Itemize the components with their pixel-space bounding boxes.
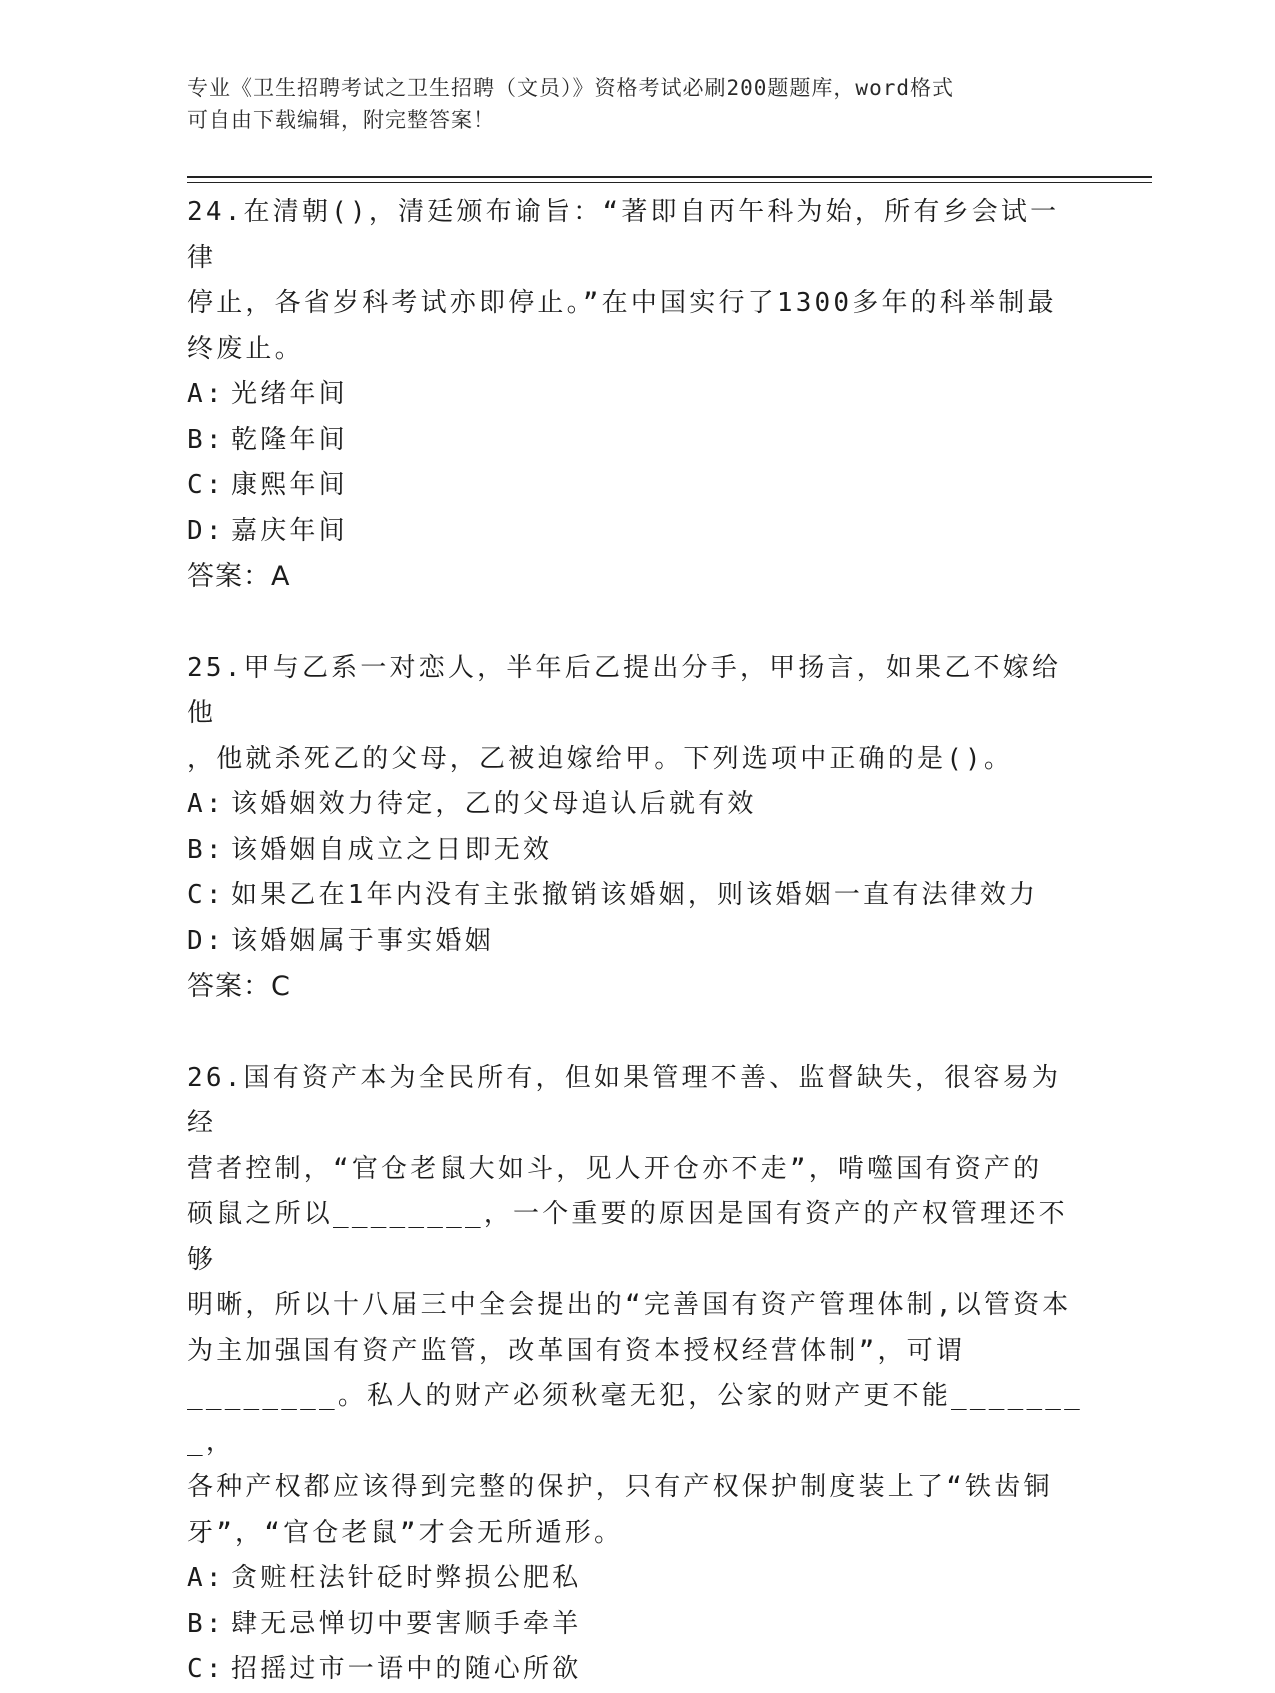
option-text: 贪赃枉法针砭时弊损公肥私 — [231, 1563, 582, 1593]
question-stem-line: 营者控制，“官仓老鼠大如斗，见人开仓亦不走”，啃噬国有资产的 — [187, 1153, 1043, 1184]
answer-option — [187, 828, 1087, 874]
option-text: 该婚姻自成立之日即无效 — [231, 834, 553, 865]
option-key: B: — [187, 1608, 225, 1639]
answer-option — [187, 372, 1087, 418]
question-stem-line: 停止，各省岁科考试亦即停止。”在中国实行了1300多年的科举制最 — [187, 288, 1057, 318]
option-text: 该婚姻效力待定，乙的父母追认后就有效 — [231, 789, 757, 819]
answer-option — [187, 873, 1087, 919]
option-text: 肆无忌惮切中要害顺手牵羊 — [231, 1608, 582, 1639]
answer-option — [187, 1602, 1087, 1648]
question-stem-line: ，他就杀死乙的父母，乙被迫嫁给甲。下列选项中正确的是()。 — [187, 743, 1014, 774]
option-key: A: — [187, 1563, 225, 1593]
option-text: 招摇过市一语中的随心所欲 — [231, 1654, 582, 1684]
answer-option — [187, 919, 1087, 965]
header-line: 专业《卫生招聘考试之卫生招聘（文员）》资格考试必刷200题题库，word格式 — [187, 76, 954, 100]
answer-option — [187, 1647, 1087, 1693]
option-key: C: — [187, 1654, 225, 1684]
question-list — [187, 190, 1087, 1693]
option-key: C: — [187, 880, 225, 910]
header-line: 可自由下载编辑，附完整答案！ — [187, 108, 495, 132]
option-text: 如果乙在1年内没有主张撤销该婚姻，则该婚姻一直有法律效力 — [231, 880, 1039, 910]
option-text: 嘉庆年间 — [231, 515, 348, 546]
answer-option — [187, 418, 1087, 464]
answer-option — [187, 509, 1087, 555]
option-text: 康熙年间 — [231, 470, 348, 500]
option-key: B: — [187, 834, 225, 865]
header-divider — [187, 182, 1152, 183]
question-stem-line: 终废止。 — [187, 333, 304, 364]
question-item — [187, 646, 1087, 1010]
question-stem-line: 明晰，所以十八届三中全会提出的“完善国有资产管理体制,以管资本 — [187, 1290, 1072, 1320]
question-stem-line: 牙”，“官仓老鼠”才会无所遁形。 — [187, 1517, 624, 1548]
question-stem-line: 硕鼠之所以________，一个重要的原因是国有资产的产权管理还不够 — [187, 1199, 1068, 1275]
question-stem-line: ________。私人的财产必须秋毫无犯，公家的财产更不能________， — [187, 1381, 1084, 1457]
option-key: D: — [187, 515, 225, 546]
answer-line: 答案：C — [187, 971, 291, 1002]
option-key: A: — [187, 379, 225, 409]
question-stem-line: 各种产权都应该得到完整的保护，只有产权保护制度装上了“铁齿铜 — [187, 1472, 1053, 1502]
question-stem-line: 25.甲与乙系一对恋人，半年后乙提出分手，甲扬言，如果乙不嫁给他 — [187, 652, 1062, 728]
spacer — [187, 1010, 1087, 1056]
option-key: A: — [187, 789, 225, 819]
option-key: D: — [187, 925, 225, 956]
question-stem-line: 26.国有资产本为全民所有，但如果管理不善、监督缺失，很容易为经 — [187, 1062, 1062, 1138]
spacer — [187, 600, 1087, 646]
document-header — [187, 72, 1067, 136]
question-item — [187, 1056, 1087, 1693]
option-key: C: — [187, 470, 225, 500]
question-stem-line: 为主加强国有资产监管，改革国有资本授权经营体制”，可谓 — [187, 1335, 966, 1366]
answer-option — [187, 782, 1087, 828]
answer-line: 答案：A — [187, 561, 291, 592]
option-text: 该婚姻属于事实婚姻 — [231, 925, 494, 956]
option-text: 乾隆年间 — [231, 424, 348, 455]
answer-option — [187, 463, 1087, 509]
option-text: 光绪年间 — [231, 379, 348, 409]
question-stem-line: 24.在清朝()，清廷颁布谕旨：“著即自丙午科为始，所有乡会试一律 — [187, 197, 1060, 273]
header-divider — [187, 176, 1152, 178]
answer-option — [187, 1556, 1087, 1602]
question-item — [187, 190, 1087, 600]
option-key: B: — [187, 424, 225, 455]
